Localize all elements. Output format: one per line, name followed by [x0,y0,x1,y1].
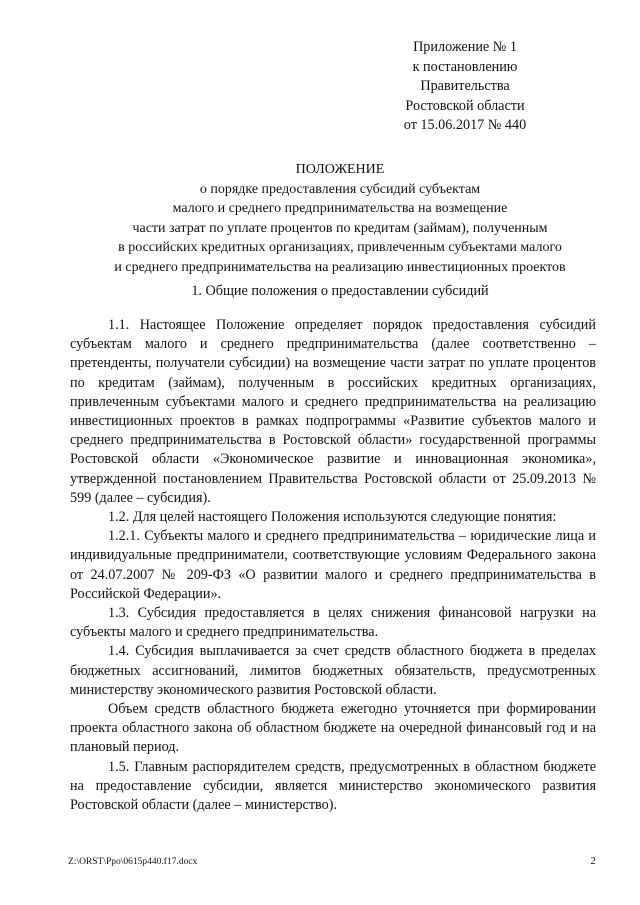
paragraph: 1.2. Для целей настоящего Положения используются следующие понятия: [108,509,557,526]
footer-file-path: Z:\ORST\Ppo\0615p440.f17.docx [68,857,198,867]
appendix-line: Ростовской области [405,97,525,114]
appendix-block [365,38,565,136]
page-number: 2 [590,855,596,867]
title-line: малого и среднего предпринимательства на возмещение [172,201,508,216]
paragraph: 1.3. Субсидия предоставляется в целях снижения финансовой нагрузки на субъекты малого и среднего предпринимательства. [70,605,596,641]
paragraph: 1.1. Настоящее Положение определяет порядок предоставления субсидий субъектам малого и среднего предпринимательства (далее соответственно – претенденты, получатели субсидии) на возмещение части затрат по уплате процентов по кредитам (займам), полученным в российских кредитных организациях, привлеченным субъектами малого и среднего предпринимательства на реализацию инвестиционных проектов в рамках подпрограммы «Развитие субъектов малого и среднего предпринимательства в Ростовской области» государственной программы Ростовской области «Экономическое развитие и инновационная экономика», утвержденной постановлением Правительства Ростовской области от 25.09.2013 № 599 (далее – субсидия). [70,317,596,506]
paragraph: Объем средств областного бюджета ежегодно уточняется при формировании проекта областного закона об областном бюджете на очередной финансовый год и на плановый период. [70,701,596,756]
appendix-line: от 15.06.2017 № 440 [403,117,527,133]
title-line: и среднего предпринимательства на реализацию инвестиционных проектов [114,259,566,275]
title-heading: ПОЛОЖЕНИЕ [295,162,385,177]
appendix-line: Приложение № 1 [413,39,517,55]
document-title [60,160,620,277]
appendix-line: к постановлению [412,58,518,75]
title-line: о порядке предоставления субсидий субъектам [199,181,481,197]
paragraph: 1.5. Главным распорядителем средств, предусмотренных в областном бюджете на предоставление субсидии, является министерство экономического развития Ростовской области (далее – министерство). [70,758,596,814]
paragraph: 1.2.1. Субъекты малого и среднего предпринимательства – юридические лица и индивидуальные предприниматели, соответствующие условиям Федерального закона от 24.07.2007 № 209-ФЗ «О развитии малого и среднего предпринимательства в Российской Федерации». [70,528,596,602]
appendix-line: Правительства [420,78,510,94]
paragraph: 1.4. Субсидия выплачивается за счет средств областного бюджета в пределах бюджетных ассигнований, лимитов бюджетных обязательств, предусмотренных министерству экономического развития Ростовской области. [70,643,596,698]
document-body [70,316,596,815]
title-line: части затрат по уплате процентов по кредитам (займам), полученным [132,220,548,236]
title-line: в российских кредитных организациях, привлеченным субъектами малого [118,240,562,255]
section-heading: 1. Общие положения о предоставлении субсидий [191,283,489,299]
